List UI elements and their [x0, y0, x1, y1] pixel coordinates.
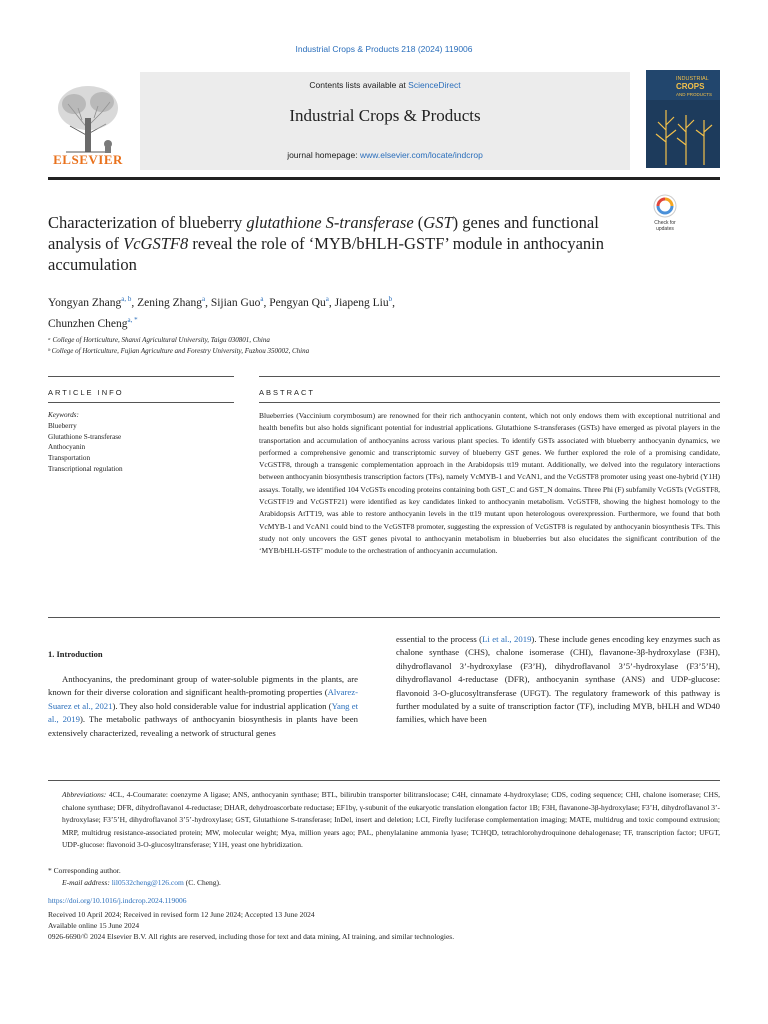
author-name[interactable]: Sijian Guo — [210, 296, 261, 309]
citation-link[interactable]: Yang et al., 2019 — [48, 700, 358, 725]
abstract-end-rule — [48, 617, 720, 618]
email-line — [62, 878, 221, 887]
abstract-text: Blueberries (Vaccinium corymbosum) are renowned for their rich anthocyanin content, which not only endows them with exceptional nutritional and health benefits but also holds significant potential for industrial applications. Glutathione S-transferases (GSTs) have emerged as pivotal players in the transportation and accumulation of anthocyanins across various plant species. To identify GSTs associated with blueberry anthocyanin dynamics, we performed a comprehensive genomic and transcriptomic survey of blueberry GST genes. We further explored the role of a promising candidate, VcGSTF8, through a transgenic complementation approach in the Arabidopsis tt19 mutant. Additionally, we delved into the regulatory interactions between anthocyanin biosynthesis transcription factors (TFs), namely VcMYB-1 and VcAN1, and the VcGSTF8 promoter using yeast one-hybrid (Y1H) assays. Totally, we identified 104 VcGSTs encoding proteins containing both GST_C and GST_N domains. Three Phi (F) subfamily VcGSTs (VcGSTF8, VcGSTF19 and VcGSTF21) were identified as key candidates linked to anthocyanin metabolism. VcGSTF8, showing the highest homology to the Arabidopsis AtTT19, was able to restore anthocyanin levels in the tt19 mutant upon heterologous overexpression. Furthermore, we found that both VcMYB-1 and VcAN1 could bind to the VcGSTF8 promoter, suggesting the expression of VcGSTF8 is regulated by anthocyanin biosynthesis TFs. This study not only uncovers the GST genes pivotal to anthocyanin metabolism in blueberries but also elucidates the significant contribution of the ‘MYB/bHLH-GSTF’ module to the orchestration of anthocyanin accumulation. — [259, 411, 720, 556]
keyword-item: Transcriptional regulation — [48, 464, 123, 473]
author-affil-sup[interactable]: a — [260, 295, 264, 303]
citation-link[interactable]: Li et al., 2019 — [482, 634, 532, 644]
header-divider — [48, 177, 720, 180]
keyword-item: Glutathione S-transferase — [48, 432, 122, 441]
title-part-italic: VcGSTF8 — [123, 234, 189, 253]
abbreviations-footnote — [62, 789, 720, 852]
contents-line — [140, 80, 630, 90]
author-name[interactable]: Yongyan Zhang — [48, 296, 122, 309]
homepage-line — [140, 150, 630, 160]
article-info-rule-lower — [48, 402, 234, 403]
corresponding-author-note: * Corresponding author. — [48, 866, 121, 875]
homepage-prefix: journal homepage: — [287, 150, 360, 160]
author-name[interactable]: Zening Zhang — [137, 296, 202, 309]
title-part: Characterization of blueberry — [48, 213, 247, 232]
title-part-italic: glutathione S-transferase — [246, 213, 414, 232]
author-sep: , — [131, 296, 138, 309]
article-info-heading: ARTICLE INFO — [48, 388, 124, 397]
abbreviations-label: Abbreviations: — [62, 790, 107, 799]
article-info-rule — [48, 376, 234, 377]
citation-link[interactable]: Alvarez-Suarez et al., 2021 — [48, 687, 358, 711]
keywords-block — [48, 410, 234, 475]
author-affil-sup[interactable]: a — [325, 295, 329, 303]
intro-text: Anthocyanins, the predominant group of water-soluble pigments in the plants, are known for their diverse coloration and significant health-promoting properties ( — [48, 674, 358, 698]
abstract-rule — [259, 376, 720, 377]
author-sep: , — [263, 296, 270, 309]
keywords-label: Keywords: — [48, 411, 79, 419]
cover-title-3: AND PRODUCTS — [676, 92, 713, 97]
intro-text: ). They also hold considerable value for industrial application ( — [112, 700, 332, 711]
author-sep: , — [328, 296, 335, 309]
intro-text: ). These include genes encoding key enzymes such as chalone synthase (CHS), chalone isomerase (CHI), flavanone-3β-hydroxylase (F3H), dihydroflavanol 3’-hydroxylase (F3’H), dihydroflavanol 3’5’-hydroxylase (F3’5’H), dihydroflavanol 4-reductase (DFR), anthocyanin synthase (ANS) and UDP-glucose: flavonoid 3-O-glucosyltransferase (UFGT). The regulatory framework of this pathway is further modulated by a suite of transcription factor (TF), including MYB, bHLH and WD40 families, which have been — [396, 634, 721, 725]
affiliation-b: ᵇ College of Horticulture, Fujian Agriculture and Forestry University, Fuzhou 350002, China — [48, 347, 310, 355]
email-link[interactable]: lil0532cheng@126.com — [111, 878, 184, 887]
author-affil-sup[interactable]: b — [388, 295, 393, 303]
abstract-heading: ABSTRACT — [259, 388, 316, 397]
footnote-rule — [48, 780, 720, 781]
received-dates: Received 10 April 2024; Received in revised form 12 June 2024; Accepted 13 June 2024 — [48, 910, 315, 919]
author-sep: , — [205, 296, 211, 309]
doi-link[interactable]: https://doi.org/10.1016/j.indcrop.2024.119006 — [48, 896, 187, 905]
cover-title-1: INDUSTRIAL — [676, 76, 709, 82]
title-part: ) genes and functional analysis of — [48, 213, 599, 253]
abbreviations-text: 4CL, 4-Coumarate: coenzyme A ligase; ANS, anthocyanin synthase; BTL, bilirubin transporter bilitranslocase; C4H, cinnamate 4-hydroxylase; CDS, coding sequence; CHI, chalone isomerase; CHS, chalone synthase; DFR, dihydroflavanol 4-reductase; DHAR, dehydroascorbate reductase; EF1bγ, γ-subunit of the eukaryotic translation elongation factor 1B; F3H, flavanone-3β-hydroxylase; F3’H, dihydroflavanol 3’-hydroxylase; F3’5’H, dihydroflavanol 3’5’-hydroxylase; GST, Glutathione S-transferase; InDel, insert and deletion; LCI, Firefly luciferase complementation imaging; MATE, multidrug and toxic compound extrusion; MRP, multidrug resistance-associated protein; MW, molecular weight; Mya, million years ago; PAL, phenylalanine ammonia lyase; TCHQD, tetrachlorohydroquinone dehalogenase; TF, transcription factor; UFGT, UDP-glucose: flavonoid 3-O-glucosyltransferase; Y1H, yeast one hybridization. — [62, 790, 720, 850]
journal-title: Industrial Crops & Products — [289, 106, 481, 125]
author-affil-sup[interactable]: a, b — [121, 295, 132, 303]
copyright-line: 0926-6690/© 2024 Elsevier B.V. All rights are reserved, including those for text and data mining, AI training, and similar technologies. — [48, 932, 455, 941]
introduction-heading: 1. Introduction — [48, 649, 103, 659]
paper-title — [48, 212, 628, 275]
intro-left-column — [48, 673, 358, 740]
intro-text: ). The metabolic pathways of anthocyanin biosynthesis in plants have been extensively characterized, revealing a network of structural genes — [48, 714, 358, 738]
author-list — [48, 291, 608, 333]
contents-prefix: Contents lists available at — [309, 80, 409, 90]
author-name[interactable]: Chunzhen Cheng — [48, 317, 128, 330]
author-name[interactable]: Jiapeng Liu — [334, 296, 389, 309]
title-part: reveal the role of ‘MYB/bHLH-GSTF’ module in anthocyanin accumulation — [48, 234, 604, 274]
sciencedirect-link[interactable]: ScienceDirect — [408, 80, 461, 90]
elsevier-wordmark: ELSEVIER — [53, 152, 123, 167]
check-updates-label-2: updates — [656, 226, 674, 231]
journal-citation-link[interactable]: Industrial Crops & Products 218 (2024) 119006 — [295, 44, 473, 54]
intro-text: essential to the process ( — [396, 634, 483, 644]
journal-cover-image — [646, 70, 720, 168]
check-updates-label-1: Check for — [654, 220, 676, 226]
author-sep: , — [392, 296, 395, 309]
keyword-item: Blueberry — [48, 421, 77, 430]
keyword-item: Anthocyanin — [48, 443, 86, 452]
cover-title-2: CROPS — [676, 82, 705, 91]
available-online-date: Available online 15 June 2024 — [48, 921, 140, 930]
author-affil-sup[interactable]: a, * — [127, 315, 138, 324]
email-suffix: (C. Cheng). — [183, 878, 221, 887]
title-part-italic: GST — [423, 213, 453, 232]
author-name[interactable]: Pengyan Qu — [269, 296, 326, 309]
intro-right-column — [396, 633, 720, 727]
author-affil-sup[interactable]: a — [201, 295, 206, 303]
keyword-item: Transportation — [48, 454, 91, 463]
check-for-updates-icon[interactable] — [648, 193, 682, 231]
abstract-rule-lower — [259, 402, 720, 403]
affiliation-a: ᵃ College of Horticulture, Shanxi Agricultural University, Taigu 030801, China — [48, 336, 270, 344]
homepage-link[interactable]: www.elsevier.com/locate/indcrop — [359, 150, 483, 160]
title-part: ( — [413, 213, 424, 232]
email-label: E-mail address: — [62, 878, 110, 887]
